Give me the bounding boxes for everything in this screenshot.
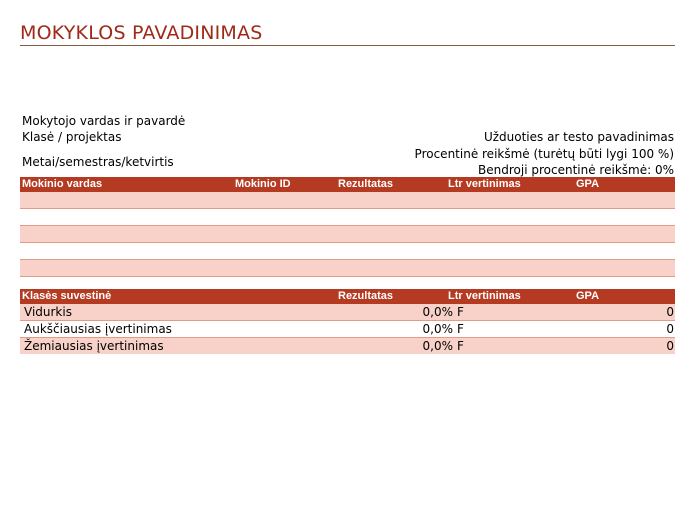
summary-gpa: 0: [666, 322, 674, 336]
table-row[interactable]: [20, 192, 675, 208]
assignment-name[interactable]: Užduoties ar testo pavadinimas: [483, 130, 674, 144]
table-row[interactable]: [20, 209, 675, 225]
summary-grade: F: [457, 305, 464, 319]
summary-score: 0,0%: [422, 305, 453, 319]
student-table: [20, 177, 675, 277]
summary-score: 0,0%: [422, 322, 453, 336]
class-project[interactable]: Klasė / projektas: [22, 130, 122, 144]
summary-grade: F: [457, 339, 464, 353]
summary-row-lowest[interactable]: [20, 338, 675, 354]
col-score[interactable]: Rezultatas: [338, 178, 394, 190]
summary-gpa: 0: [666, 305, 674, 319]
col-score[interactable]: Rezultatas: [338, 290, 394, 302]
total-percent: Bendroji procentinė reikšmė: 0%: [478, 163, 674, 177]
row-divider: [20, 276, 675, 277]
title-divider: [20, 45, 675, 46]
summary-score: 0,0%: [422, 339, 453, 353]
student-table-header: [20, 177, 675, 192]
summary-label: Žemiausias įvertinimas: [24, 339, 164, 353]
teacher-name[interactable]: Mokytojo vardas ir pavardė: [22, 114, 186, 128]
col-letter-grade[interactable]: Ltr vertinimas: [448, 178, 521, 190]
table-row[interactable]: [20, 243, 675, 259]
summary-table: [20, 289, 675, 354]
col-gpa[interactable]: GPA: [576, 178, 600, 190]
summary-table-header: [20, 289, 675, 304]
col-class-summary[interactable]: Klasės suvestinė: [22, 290, 112, 302]
summary-row-highest[interactable]: [20, 321, 675, 337]
percent-value[interactable]: Procentinė reikšmė (turėtų būti lygi 100 %): [414, 147, 674, 161]
summary-row-average[interactable]: [20, 304, 675, 320]
col-student-name[interactable]: Mokinio vardas: [22, 178, 103, 190]
table-row[interactable]: [20, 226, 675, 242]
summary-grade: F: [457, 322, 464, 336]
summary-label: Aukščiausias įvertinimas: [24, 322, 172, 336]
col-letter-grade[interactable]: Ltr vertinimas: [448, 290, 521, 302]
summary-gpa: 0: [666, 339, 674, 353]
page-title: MOKYKLOS PAVADINIMAS: [20, 22, 263, 44]
col-student-id[interactable]: Mokinio ID: [235, 178, 291, 190]
summary-label: Vidurkis: [24, 305, 72, 319]
col-gpa[interactable]: GPA: [576, 290, 600, 302]
table-row[interactable]: [20, 260, 675, 276]
school-period[interactable]: Metai/semestras/ketvirtis: [22, 155, 174, 169]
